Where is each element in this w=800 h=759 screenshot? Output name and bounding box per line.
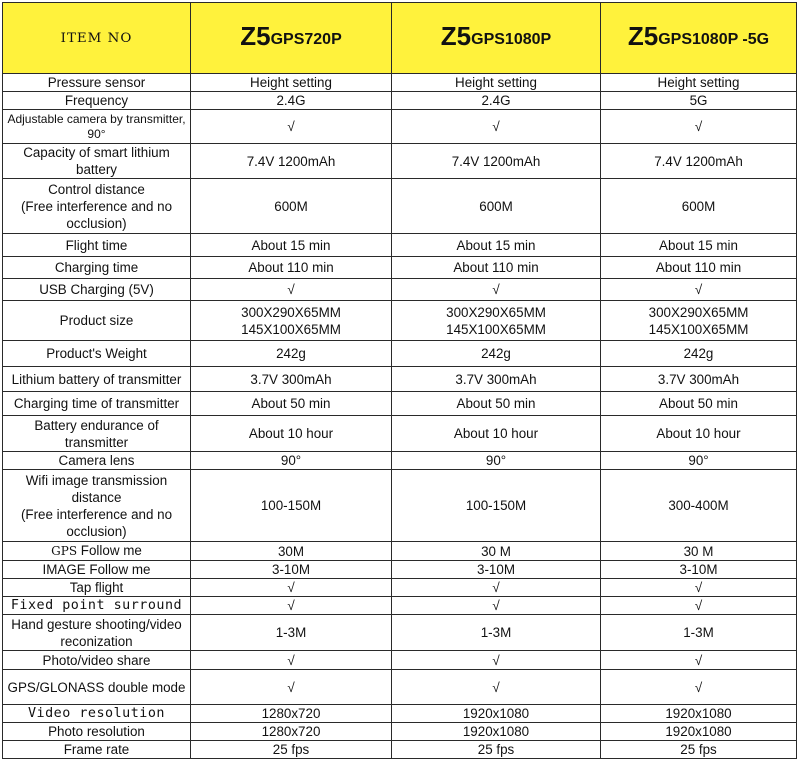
row-label: Photo/video share	[3, 651, 191, 670]
table-row	[3, 597, 797, 615]
cell-value: 1920x1080	[601, 705, 797, 723]
model-prefix: Z5	[240, 21, 271, 51]
cell-value: 3.7V 300mAh	[601, 367, 797, 392]
row-label: Tap flight	[3, 579, 191, 597]
cell-value: 1920x1080	[601, 723, 797, 741]
row-label	[3, 542, 191, 561]
row-label: Adjustable camera by transmitter, 90°	[3, 110, 191, 144]
cell-value: 5G	[601, 92, 797, 110]
table-row	[3, 723, 797, 741]
row-label: Camera lens	[3, 452, 191, 470]
cell-value: 25 fps	[601, 741, 797, 759]
cell-value: About 110 min	[191, 257, 392, 279]
row-label: Frame rate	[3, 741, 191, 759]
cell-value: 3.7V 300mAh	[392, 367, 601, 392]
cell-value: 242g	[191, 341, 392, 367]
cell-value: Height setting	[191, 74, 392, 92]
cell-value: 90°	[191, 452, 392, 470]
cell-value: About 110 min	[392, 257, 601, 279]
cell-value: 2.4G	[191, 92, 392, 110]
cell-value: 2.4G	[392, 92, 601, 110]
cell-value: 300-400M	[601, 470, 797, 542]
table-row	[3, 367, 797, 392]
cell-value: 25 fps	[392, 741, 601, 759]
row-label: IMAGE Follow me	[3, 561, 191, 579]
row-label-text: Follow me	[80, 543, 142, 558]
check-mark: √	[601, 579, 797, 597]
row-label: Hand gesture shooting/video reconization	[3, 615, 191, 651]
cell-value: About 10 hour	[601, 416, 797, 452]
table-row	[3, 341, 797, 367]
table-row	[3, 74, 797, 92]
table-row	[3, 92, 797, 110]
row-label-prefix: GPS	[51, 544, 78, 558]
cell-value: 3-10M	[392, 561, 601, 579]
row-label: Control distance (Free interference and no occlusion)	[3, 179, 191, 234]
cell-value: 30 M	[601, 542, 797, 561]
cell-value: 3.7V 300mAh	[191, 367, 392, 392]
row-label: Charging time	[3, 257, 191, 279]
cell-value: 300X290X65MM 145X100X65MM	[191, 301, 392, 341]
check-mark: √	[392, 670, 601, 705]
check-mark: √	[601, 279, 797, 301]
cell-value: 90°	[392, 452, 601, 470]
cell-value: About 50 min	[191, 392, 392, 416]
model-suffix: GPS1080P -5G	[658, 31, 770, 48]
model-prefix: Z5	[440, 21, 472, 51]
check-mark: √	[191, 579, 392, 597]
header-row	[3, 3, 797, 74]
table-row	[3, 416, 797, 452]
row-label: Battery endurance of transmitter	[3, 416, 191, 452]
cell-value: About 50 min	[601, 392, 797, 416]
row-label: Photo resolution	[3, 723, 191, 741]
cell-value: 90°	[601, 452, 797, 470]
row-label: Product's Weight	[3, 341, 191, 367]
check-mark: √	[191, 279, 392, 301]
table-row	[3, 651, 797, 670]
row-label: Pressure sensor	[3, 74, 191, 92]
cell-value: 100-150M	[191, 470, 392, 542]
cell-value: About 10 hour	[392, 416, 601, 452]
model-header-z5-gps1080p	[392, 3, 601, 74]
item-no-header: ITEM NO	[3, 3, 191, 74]
cell-value: 1-3M	[392, 615, 601, 651]
cell-value: 1280x720	[191, 705, 392, 723]
table-row	[3, 110, 797, 144]
cell-value: About 110 min	[601, 257, 797, 279]
cell-value: 1-3M	[191, 615, 392, 651]
table-row	[3, 670, 797, 705]
table-row	[3, 179, 797, 234]
cell-value: 7.4V 1200mAh	[191, 144, 392, 179]
cell-value: About 10 hour	[191, 416, 392, 452]
cell-value: Height setting	[601, 74, 797, 92]
table-row	[3, 301, 797, 341]
row-label: Lithium battery of transmitter	[3, 367, 191, 392]
table-row	[3, 452, 797, 470]
model-suffix: GPS720P	[270, 31, 342, 48]
table-row	[3, 392, 797, 416]
check-mark: √	[191, 670, 392, 705]
cell-value: 30 M	[392, 542, 601, 561]
row-label: Product size	[3, 301, 191, 341]
check-mark: √	[191, 651, 392, 670]
row-label: Frequency	[3, 92, 191, 110]
row-label: Flight time	[3, 234, 191, 257]
cell-value: 30M	[191, 542, 392, 561]
check-mark: √	[392, 597, 601, 615]
check-mark: √	[392, 651, 601, 670]
model-prefix: Z5	[627, 21, 659, 51]
row-label: Charging time of transmitter	[3, 392, 191, 416]
cell-value: 242g	[601, 341, 797, 367]
cell-value: 1920x1080	[392, 723, 601, 741]
check-mark: √	[601, 670, 797, 705]
table-row	[3, 579, 797, 597]
row-label: Wifi image transmission distance (Free interference and no occlusion)	[3, 470, 191, 542]
cell-value: 25 fps	[191, 741, 392, 759]
cell-value: 1280x720	[191, 723, 392, 741]
table-row	[3, 741, 797, 759]
row-label: GPS/GLONASS double mode	[3, 670, 191, 705]
model-suffix: GPS1080P	[471, 31, 552, 48]
cell-value: 1-3M	[601, 615, 797, 651]
cell-value: 100-150M	[392, 470, 601, 542]
model-header-z5-gps720p	[191, 3, 392, 74]
check-mark: √	[601, 597, 797, 615]
row-label: Fixed point surround	[3, 597, 191, 615]
check-mark: √	[392, 279, 601, 301]
check-mark: √	[392, 579, 601, 597]
table-row	[3, 470, 797, 542]
cell-value: 242g	[392, 341, 601, 367]
table-row	[3, 257, 797, 279]
cell-value: About 50 min	[392, 392, 601, 416]
cell-value: 1920x1080	[392, 705, 601, 723]
check-mark: √	[191, 110, 392, 144]
table-row	[3, 705, 797, 723]
check-mark: √	[601, 651, 797, 670]
cell-value: 300X290X65MM 145X100X65MM	[392, 301, 601, 341]
cell-value: About 15 min	[601, 234, 797, 257]
row-label: Video resolution	[3, 705, 191, 723]
spec-comparison-table	[2, 2, 797, 759]
cell-value: About 15 min	[392, 234, 601, 257]
cell-value: Height setting	[392, 74, 601, 92]
cell-value: 7.4V 1200mAh	[392, 144, 601, 179]
cell-value: 600M	[191, 179, 392, 234]
table-row	[3, 561, 797, 579]
table-row	[3, 279, 797, 301]
table-row	[3, 615, 797, 651]
cell-value: 600M	[392, 179, 601, 234]
cell-value: 3-10M	[601, 561, 797, 579]
cell-value: 600M	[601, 179, 797, 234]
cell-value: About 15 min	[191, 234, 392, 257]
cell-value: 7.4V 1200mAh	[601, 144, 797, 179]
check-mark: √	[392, 110, 601, 144]
check-mark: √	[601, 110, 797, 144]
model-header-z5-gps1080p-5g	[601, 3, 797, 74]
table-row	[3, 542, 797, 561]
check-mark: √	[191, 597, 392, 615]
row-label: USB Charging (5V)	[3, 279, 191, 301]
cell-value: 3-10M	[191, 561, 392, 579]
table-row	[3, 234, 797, 257]
row-label: Capacity of smart lithium battery	[3, 144, 191, 179]
table-row	[3, 144, 797, 179]
cell-value: 300X290X65MM 145X100X65MM	[601, 301, 797, 341]
